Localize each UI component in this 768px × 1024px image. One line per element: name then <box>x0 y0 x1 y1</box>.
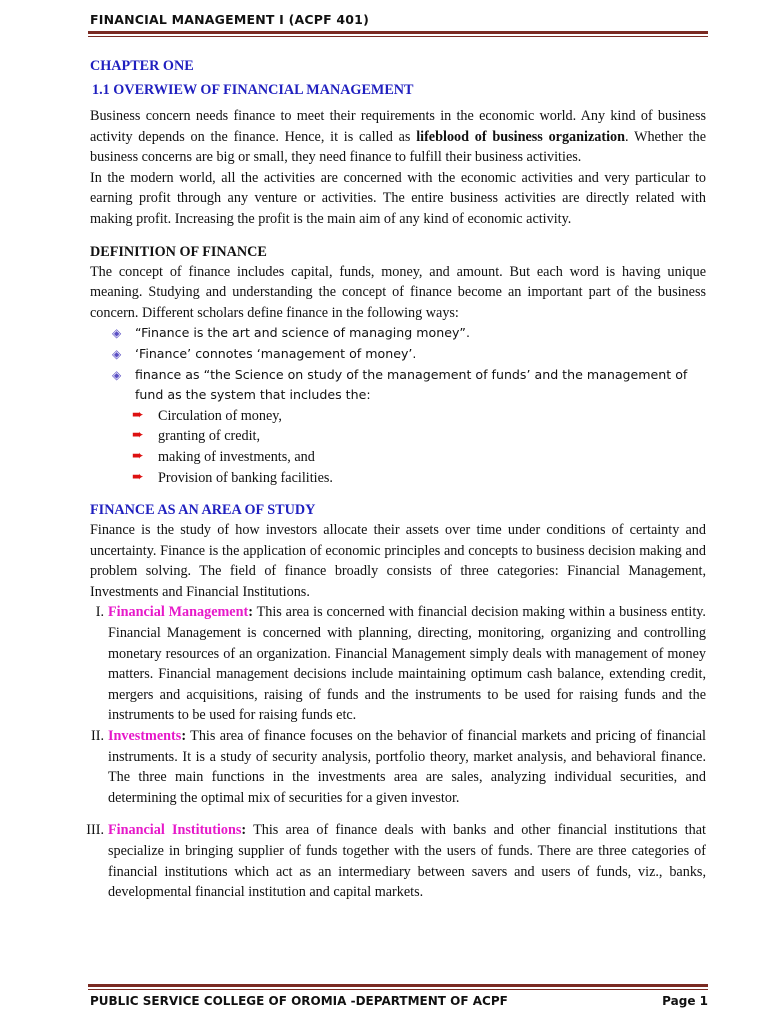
term-colon: : <box>248 604 253 621</box>
list-item <box>132 447 706 468</box>
term-label: Financial Management <box>108 604 249 621</box>
include-text: Circulation of money, <box>158 407 282 424</box>
definition-quote-list <box>90 323 706 405</box>
running-footer <box>90 994 708 1008</box>
footer-institution: PUBLIC SERVICE COLLEGE OF OROMIA -DEPARTMENT OF ACPF <box>90 994 508 1008</box>
term-description: This area of finance deals with banks and other financial institutions that specialize in bringing supplier of funds together with the users of funds. There are three categories of financial institutions which act as an intermediary between savers and users of funds, viz., banks, developmental financial institution and capital markets. <box>108 822 706 901</box>
section-title: 1.1 OVERWIEW OF FINANCIAL MANAGEMENT <box>92 82 414 98</box>
area-item-investments <box>90 726 706 808</box>
intro-paragraph-1 <box>90 106 706 168</box>
finance-includes-list <box>90 406 706 488</box>
area-paragraph: Finance is the study of how investors allocate their assets over time under conditions of certainty and uncertainty. Finance is the application of economic principles and concepts to business decision making and problem solving. The field of finance broadly consists of three categories: Financial Management, Investments and Financial Institutions. <box>90 522 706 600</box>
intro-text: Business concern needs finance to meet their requirements in the economic world. Any kind of business activity depends on the finance. Hence, it is called as <box>90 108 706 145</box>
page-number: Page 1 <box>662 994 708 1008</box>
term-colon: : <box>241 822 247 839</box>
include-text: making of investments, and <box>158 448 315 465</box>
include-text: Provision of banking facilities. <box>158 469 333 486</box>
intro-text-end: . Whether the business concerns are big or small, they need finance to fulfill their business activities. <box>90 128 706 166</box>
area-item-financial-institutions <box>86 820 706 902</box>
term-label: Financial Institutions <box>108 822 242 839</box>
term-label: Investments <box>108 728 182 745</box>
area-heading: FINANCE AS AN AREA OF STUDY <box>90 502 316 519</box>
term-description: This area of finance focuses on the behavior of financial markets and pricing of financial instruments. It is a study of security analysis, portfolio theory, market analysis, and behavioral finance. The three main functions in the investments area are sales, analyzing individual securities, and determining the optimal mix of securities for a given investor. <box>108 728 706 806</box>
red-arrow-icon: ➨ <box>132 448 144 464</box>
running-header: FINANCIAL MANAGEMENT I (ACPF 401) <box>90 12 369 27</box>
quote-text: finance as “the Science on study of the management of funds’ and the management of fund as the system that includes the: <box>135 366 688 403</box>
diamond-bullet-icon: ◈ <box>112 326 122 341</box>
header-rule-thin <box>88 36 708 37</box>
intro-paragraph-2: In the modern world, all the activities are concerned with the economic activities and very particular to earning profit through any venture or activities. The entire business activities are directly related with making profit. Increasing the profit is the main aim of any kind of economic activity. <box>90 169 706 227</box>
intro-bold-phrase: lifeblood of business organization <box>416 128 626 145</box>
page-body <box>86 56 706 903</box>
chapter-title: CHAPTER ONE <box>90 58 194 74</box>
list-item <box>132 426 706 447</box>
red-arrow-icon: ➨ <box>132 469 144 485</box>
list-item <box>110 344 706 365</box>
list-item <box>110 365 706 406</box>
header-rule <box>88 31 708 34</box>
footer-rule <box>88 984 708 987</box>
definition-heading: DEFINITION OF FINANCE <box>90 243 267 260</box>
term-colon: : <box>181 728 187 745</box>
roman-numeral: II. <box>91 728 104 745</box>
red-arrow-icon: ➨ <box>132 428 144 444</box>
area-item-financial-management <box>90 602 706 726</box>
list-item <box>110 323 706 344</box>
diamond-bullet-icon: ◈ <box>112 367 122 382</box>
red-arrow-icon: ➨ <box>132 407 144 423</box>
definition-paragraph: The concept of finance includes capital, funds, money, and amount. But each word is having unique meaning. Studying and understanding the concept of finance become an important part of the business concern. Different scholars define finance in the following ways: <box>90 263 706 321</box>
quote-text: “Finance is the art and science of managing money”. <box>135 325 470 341</box>
footer-rule-thin <box>88 989 708 990</box>
roman-numeral: III. <box>86 822 104 839</box>
roman-numeral: I. <box>95 604 104 621</box>
diamond-bullet-icon: ◈ <box>112 346 122 361</box>
list-item <box>132 468 706 489</box>
include-text: granting of credit, <box>158 428 261 445</box>
list-item <box>132 406 706 427</box>
quote-text: ‘Finance’ connotes ‘management of money’. <box>135 345 417 361</box>
term-description: This area is concerned with financial decision making within a business entity. Financial Management is concerned with planning, directing, monitoring, organizing and controlling monetary resources of an organization. Financial Management simply deals with management of money matters. Financial management decisions include maintaining optimum cash balance, extending credit, mergers and acquisitions, raising of funds and the instruments to be used for raising funds and the instruments to be used for raising funds etc. <box>108 604 706 724</box>
